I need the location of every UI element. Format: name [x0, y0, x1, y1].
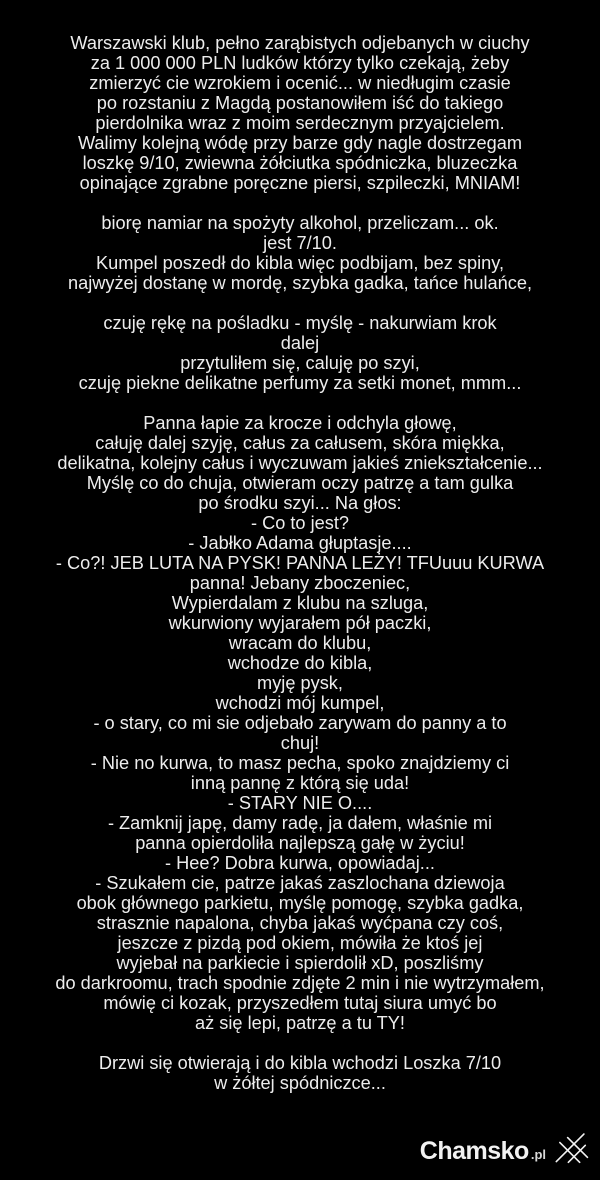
text-line: zmierzyć cie wzrokiem i ocenić... w niedługim czasie — [89, 73, 511, 93]
text-line: - Zamknij japę, damy radę, ja dałem, właśnie mi — [107, 813, 493, 833]
brand-name: Chamsko — [419, 1136, 529, 1165]
text-line: po rozstaniu z Magdą postanowiłem iść do takiego — [96, 93, 504, 113]
text-line: wkurwiony wyjarałem pół paczki, — [168, 613, 432, 633]
blank-line — [0, 193, 600, 213]
text-line: - Hee? Dobra kurwa, opowiadaj... — [165, 853, 435, 873]
text-line: pierdolnika wraz z moim serdecznym przyajcielem. — [95, 113, 505, 133]
text-line: dalej — [280, 333, 320, 353]
text-line: chuj! — [280, 733, 320, 753]
text-line: biorę namiar na spożyty alkohol, przeliczam... ok. — [101, 213, 499, 233]
text-line: - Co to jest? — [250, 513, 350, 533]
text-line: obok głównego parkietu, myślę pomogę, szybka gadka, — [76, 893, 524, 913]
text-line: panna! Jebany zboczeniec, — [189, 573, 411, 593]
text-line: czuję rękę na pośladku - myślę - nakurwiam krok — [103, 313, 497, 333]
text-line: wracam do klubu, — [228, 633, 372, 653]
brand-domain-suffix: .pl — [530, 1146, 546, 1162]
text-line: wyjebał na parkiecie i spierdolił xD, poszliśmy — [116, 953, 484, 973]
text-line: opinające zgrabne poręczne piersi, szpileczki, MNIAM! — [79, 173, 521, 193]
watermark-logo — [420, 1129, 596, 1173]
text-line: aż się lepi, patrzę a tu TY! — [195, 1013, 405, 1033]
text-line: do darkroomu, trach spodnie zdjęte 2 min i nie wytrzymałem, — [55, 973, 545, 993]
text-line: panna opierdoliła najlepszą gałę w życiu! — [135, 833, 465, 853]
text-line: Wypierdalam z klubu na szluga, — [171, 593, 429, 613]
text-line: inną pannę z którą się uda! — [190, 773, 410, 793]
text-line: wchodzi mój kumpel, — [215, 693, 385, 713]
text-line: - STARY NIE O.... — [227, 793, 373, 813]
text-line: czuję piekne delikatne perfumy za setki monet, mmm... — [78, 373, 522, 393]
text-line: - Jabłko Adama głuptasje.... — [188, 533, 412, 553]
text-line: Kumpel poszedł do kibla więc podbijam, bez spiny, — [95, 253, 505, 273]
text-line: - Szukałem cie, patrze jakaś zaszlochana dziewoja — [95, 873, 505, 893]
text-line: za 1 000 000 PLN ludków którzy tylko czekają, żeby — [90, 53, 510, 73]
text-line: - Nie no kurwa, to masz pecha, spoko znajdziemy ci — [90, 753, 510, 773]
blank-line — [0, 293, 600, 313]
text-line: Warszawski klub, pełno zarąbistych odjebanych w ciuchy — [70, 33, 530, 53]
text-line: delikatna, kolejny całus i wyczuwam jakieś zniekształcenie... — [57, 453, 543, 473]
meme-text — [0, 33, 600, 1093]
text-line: Myślę co do chuja, otwieram oczy patrzę a tam gulka — [86, 473, 514, 493]
text-line: po środku szyi... Na głos: — [198, 493, 402, 513]
brand-wordmark — [420, 1137, 546, 1166]
text-line: Panna łapie za krocze i odchyla głowę, — [143, 413, 457, 433]
text-line: Drzwi się otwierają i do kibla wchodzi Loszka 7/10 — [98, 1053, 502, 1073]
text-line: przytuliłem się, caluję po szyi, — [180, 353, 420, 373]
text-line: najwyżej dostanę w mordę, szybka gadka, tańce hulańce, — [67, 273, 533, 293]
text-line: myję pysk, — [257, 673, 343, 693]
text-line: w żółtej spódniczce... — [214, 1073, 386, 1093]
text-line: jest 7/10. — [263, 233, 337, 253]
blank-line — [0, 393, 600, 413]
text-line: Walimy kolejną wódę przy barze gdy nagle dostrzegam — [77, 133, 523, 153]
text-line: - Co?! JEB LUTA NA PYSK! PANNA LEŻY! TFUuuu KURWA — [55, 553, 545, 573]
text-line: mówię ci kozak, przyszedłem tutaj siura umyć bo — [103, 993, 497, 1013]
text-line: loszkę 9/10, zwiewna żółciutka spódniczka, bluzeczka — [82, 153, 518, 173]
blank-line — [0, 1033, 600, 1053]
text-line: jeszcze z pizdą pod okiem, mówiła że ktoś jej — [117, 933, 483, 953]
text-line: wchodze do kibla, — [227, 653, 373, 673]
text-line: strasznie napalona, chyba jakaś wyćpana czy coś, — [96, 913, 504, 933]
text-line: całuję dalej szyję, całus za całusem, skóra miękka, — [95, 433, 505, 453]
text-line: - o stary, co mi sie odjebało zarywam do panny a to — [93, 713, 507, 733]
tilted-hash-icon — [552, 1129, 596, 1173]
